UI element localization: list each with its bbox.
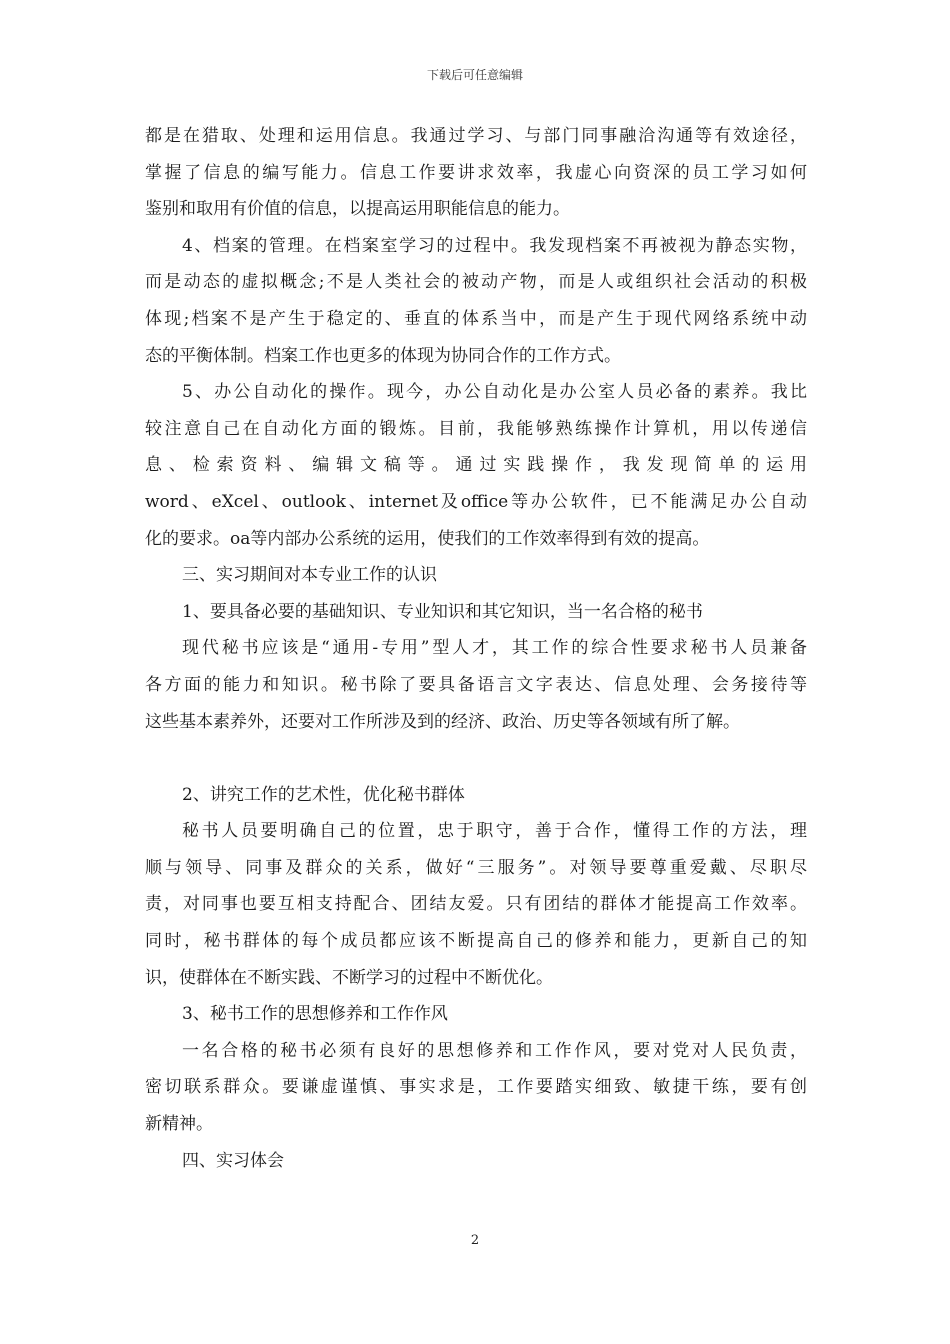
- body-line: 顺与领导、同事及群众的关系，做好“三服务”。对领导要尊重爱戴、尽职尽: [145, 857, 807, 878]
- paragraph-start: 一名合格的秘书必须有良好的思想修养和工作作风，要对党对人民负责，: [182, 1040, 807, 1061]
- subsection-heading: 1、要具备必要的基础知识、专业知识和其它知识，当一名合格的秘书: [182, 601, 703, 622]
- body-line: 密切联系群众。要谦虚谨慎、事实求是，工作要踏实细致、敏捷干练，要有创: [145, 1077, 807, 1098]
- body-line: 态的平衡体制。档案工作也更多的体现为协同合作的工作方式。: [145, 345, 621, 366]
- body-line: 都是在猎取、处理和运用信息。我通过学习、与部门同事融洽沟通等有效途径，: [145, 126, 807, 146]
- paragraph-start: 5、办公自动化的操作。现今，办公自动化是办公室人员必备的素养。我比: [182, 382, 807, 403]
- section-heading: 三、实习期间对本专业工作的认识: [182, 565, 437, 586]
- paragraph-start: 秘书人员要明确自己的位置，忠于职守，善于合作，懂得工作的方法，理: [182, 821, 807, 842]
- body-line: 各方面的能力和知识。秘书除了要具备语言文字表达、信息处理、会务接待等: [145, 674, 807, 695]
- body-line: 化的要求。oa等内部办公系统的运用，使我们的工作效率得到有效的提高。: [145, 528, 710, 549]
- body-line: 息、检索资料、编辑文稿等。通过实践操作，我发现简单的运用: [145, 455, 807, 476]
- section-heading: 四、实习体会: [182, 1150, 284, 1171]
- body-line: 较注意自己在自动化方面的锻炼。目前，我能够熟练操作计算机，用以传递信: [145, 418, 807, 439]
- document-body: [145, 118, 807, 1179]
- page-header: 下载后可任意编辑: [426, 68, 523, 82]
- paragraph-start: 现代秘书应该是“通用-专用”型人才，其工作的综合性要求秘书人员兼备: [182, 638, 807, 659]
- subsection-heading: 2、讲究工作的艺术性，优化秘书群体: [182, 784, 465, 805]
- page-number: 2: [470, 1233, 480, 1248]
- subsection-heading: 3、秘书工作的思想修养和工作作风: [182, 1004, 448, 1025]
- body-line: 而是动态的虚拟概念;不是人类社会的被动产物，而是人或组织社会活动的积极: [145, 272, 807, 293]
- body-line: 同时，秘书群体的每个成员都应该不断提高自己的修养和能力，更新自己的知: [145, 931, 807, 952]
- blank-line: [145, 740, 807, 777]
- body-line: 识，使群体在不断实践、不断学习的过程中不断优化。: [145, 967, 553, 988]
- body-line: 这些基本素养外，还要对工作所涉及到的经济、政治、历史等各领域有所了解。: [145, 711, 740, 732]
- body-line: 责，对同事也要互相支持配合、团结友爱。只有团结的群体才能提高工作效率。: [145, 894, 807, 915]
- paragraph-start: 4、档案的管理。在档案室学习的过程中。我发现档案不再被视为静态实物，: [182, 235, 807, 256]
- body-line: word、eXcel、outlook、internet及office等办公软件，已不能满足办公自动: [145, 491, 807, 512]
- body-line: 掌握了信息的编写能力。信息工作要讲求效率，我虚心向资深的员工学习如何: [145, 162, 807, 183]
- body-line: 新精神。: [145, 1114, 213, 1135]
- body-line: 鉴别和取用有价值的信息，以提高运用职能信息的能力。: [145, 199, 570, 220]
- body-line: 体现;档案不是产生于稳定的、垂直的体系当中，而是产生于现代网络系统中动: [145, 308, 807, 329]
